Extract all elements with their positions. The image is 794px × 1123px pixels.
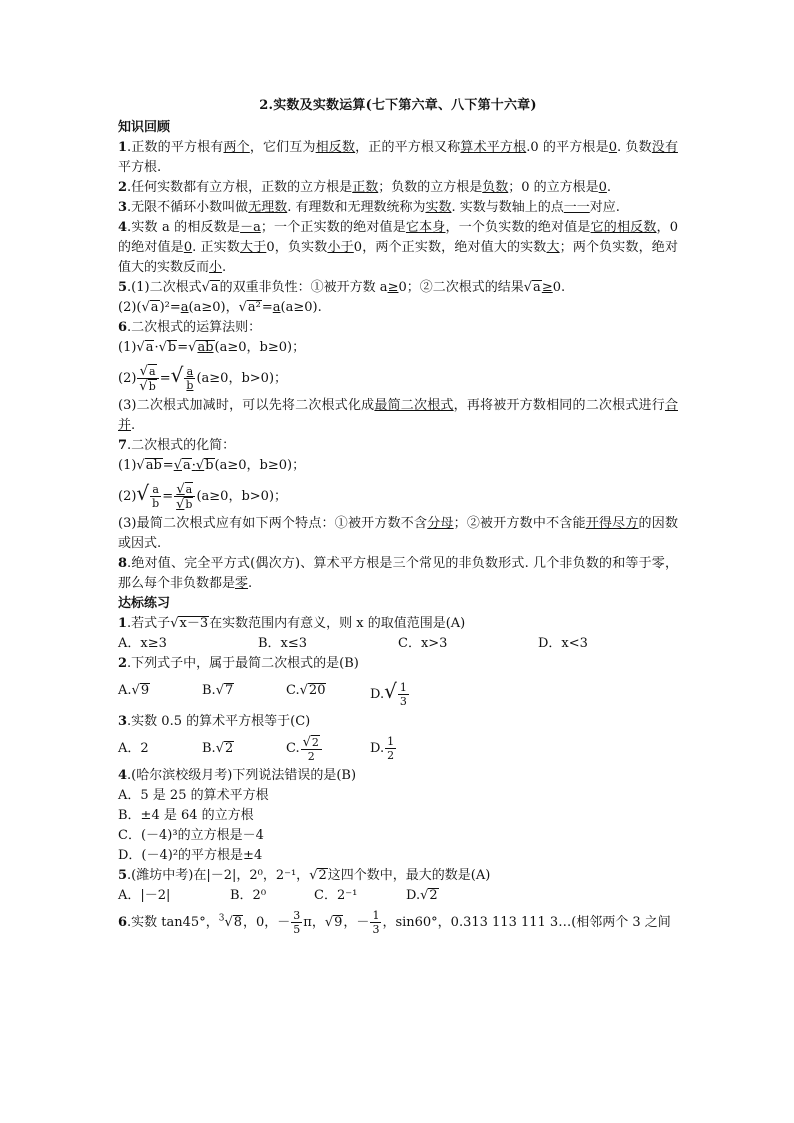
option-a: A.√9 [118, 683, 150, 698]
review-item-5-2: (2)(√a)²=a(a≥0)，√a²=a(a≥0). [118, 300, 322, 315]
review-item-5-1: 5.(1)二次根式√a的双重非负性：①被开方数 a≥0；②二次根式的结果√a≥0. [118, 280, 566, 295]
question-1-options [118, 634, 678, 654]
option-d: D. $\frac{1}{2}$ [370, 735, 395, 762]
section-heading-review: 知识回顾 [118, 120, 171, 135]
review-item-6-2: (2) $\frac{√a}{√b}$ =√ $\frac{a}{b}$ (a≥0，b>0)； [118, 363, 288, 394]
option-c: C．x>3 [398, 636, 448, 651]
question-3: 3.实数 0.5 的算术平方根等于(C) [118, 714, 311, 729]
option-c: C. $\frac{√2}{2}$ [286, 732, 370, 766]
question-2-options [118, 674, 678, 712]
review-item-6-3: (3)二次根式加减时，可以先将二次根式化成最简二次根式，再将被开方数相同的二次根式进行合并. [118, 398, 678, 433]
question-2: 2.下列式子中，属于最简二次根式的是(B) [118, 656, 359, 671]
option-b: B.√7 [202, 683, 234, 698]
question-5-options [118, 886, 678, 906]
section-heading-practice: 达标练习 [118, 596, 171, 611]
question-6: 6.实数 tan45°，$^3$√8，0，－ $\frac{3}{5}$ π，√9，－ $\frac{1}{3}$ ，sin60°，0.313 113 111 3…(相邻两个 3 之间 [118, 909, 671, 936]
question-4-option-c: C．(－4)³的立方根是－4 [118, 828, 264, 843]
review-item-3: 3.无限不循环小数叫做无理数. 有理数和无理数统称为实数. 实数与数轴上的点一一对应. [118, 200, 620, 215]
option-c: C．2⁻¹ [314, 888, 358, 903]
question-4: 4.(哈尔滨校级月考)下列说法错误的是(B) [118, 768, 357, 783]
review-item-7-1: (1)√ab=√a·√b(a≥0，b≥0)； [118, 458, 306, 473]
document-body [118, 96, 678, 940]
option-d: D.√2 [406, 888, 438, 903]
review-item-6-1: (1)√a·√b=√ab(a≥0，b≥0)； [118, 340, 306, 355]
review-item-8: 8.绝对值、完全平方式(偶次方)、算术平方根是三个常见的非负数形式. 几个非负数的和等于零，那么每个非负数都是零. [118, 556, 678, 591]
option-b: B.√2 [202, 741, 234, 756]
option-b: B．2⁰ [230, 888, 267, 903]
option-a: A．2 [118, 741, 149, 756]
review-item-2: 2.任何实数都有立方根，正数的立方根是正数；负数的立方根是负数；0 的立方根是0. [118, 180, 612, 195]
question-5: 5.(潍坊中考)在|－2|，2⁰，2⁻¹，√2这四个数中，最大的数是(A) [118, 868, 491, 883]
option-d: D.√ $\frac{1}{3}$ [370, 679, 407, 708]
option-b: B．x≤3 [258, 636, 308, 651]
option-a: A．x≥3 [118, 636, 167, 651]
page-title: 2.实数及实数运算(七下第六章、八下第十六章) [259, 98, 537, 113]
review-item-4: 4.实数 a 的相反数是－a；一个正实数的绝对值是它本身，一个负实数的绝对值是它的相反数，0 的绝对值是0. 正实数大于0，负实数小于0，两个正实数，绝对值大的实数大；两个负实数，绝对值大的实数反而小. [118, 220, 678, 275]
question-3-options [118, 732, 678, 766]
option-c: C.√20 [286, 683, 326, 698]
review-item-7: 7.二次根式的化简： [118, 438, 236, 453]
review-item-7-3: (3)最简二次根式应有如下两个特点：①被开方数不含分母；②被开方数中不含能开得尽方的因数或因式. [118, 516, 678, 551]
review-item-7-2: (2)√ $\frac{a}{b}$ = $\frac{√a}{√b}$ (a≥0，b>0)； [118, 481, 288, 512]
option-d: D．x<3 [538, 636, 588, 651]
question-4-option-a: A．5 是 25 的算术平方根 [118, 788, 269, 803]
question-1: 1.若式子√x－3在实数范围内有意义，则 x 的取值范围是(A) [118, 616, 466, 631]
option-a: A．|－2| [118, 888, 171, 903]
question-4-option-b: B．±4 是 64 的立方根 [118, 808, 254, 823]
question-4-option-d: D．(－4)²的平方根是±4 [118, 848, 263, 863]
review-item-6: 6.二次根式的运算法则： [118, 320, 262, 335]
review-item-1: 1.正数的平方根有两个，它们互为相反数，正的平方根又称算术平方根.0 的平方根是0. 负数没有平方根. [118, 140, 678, 175]
